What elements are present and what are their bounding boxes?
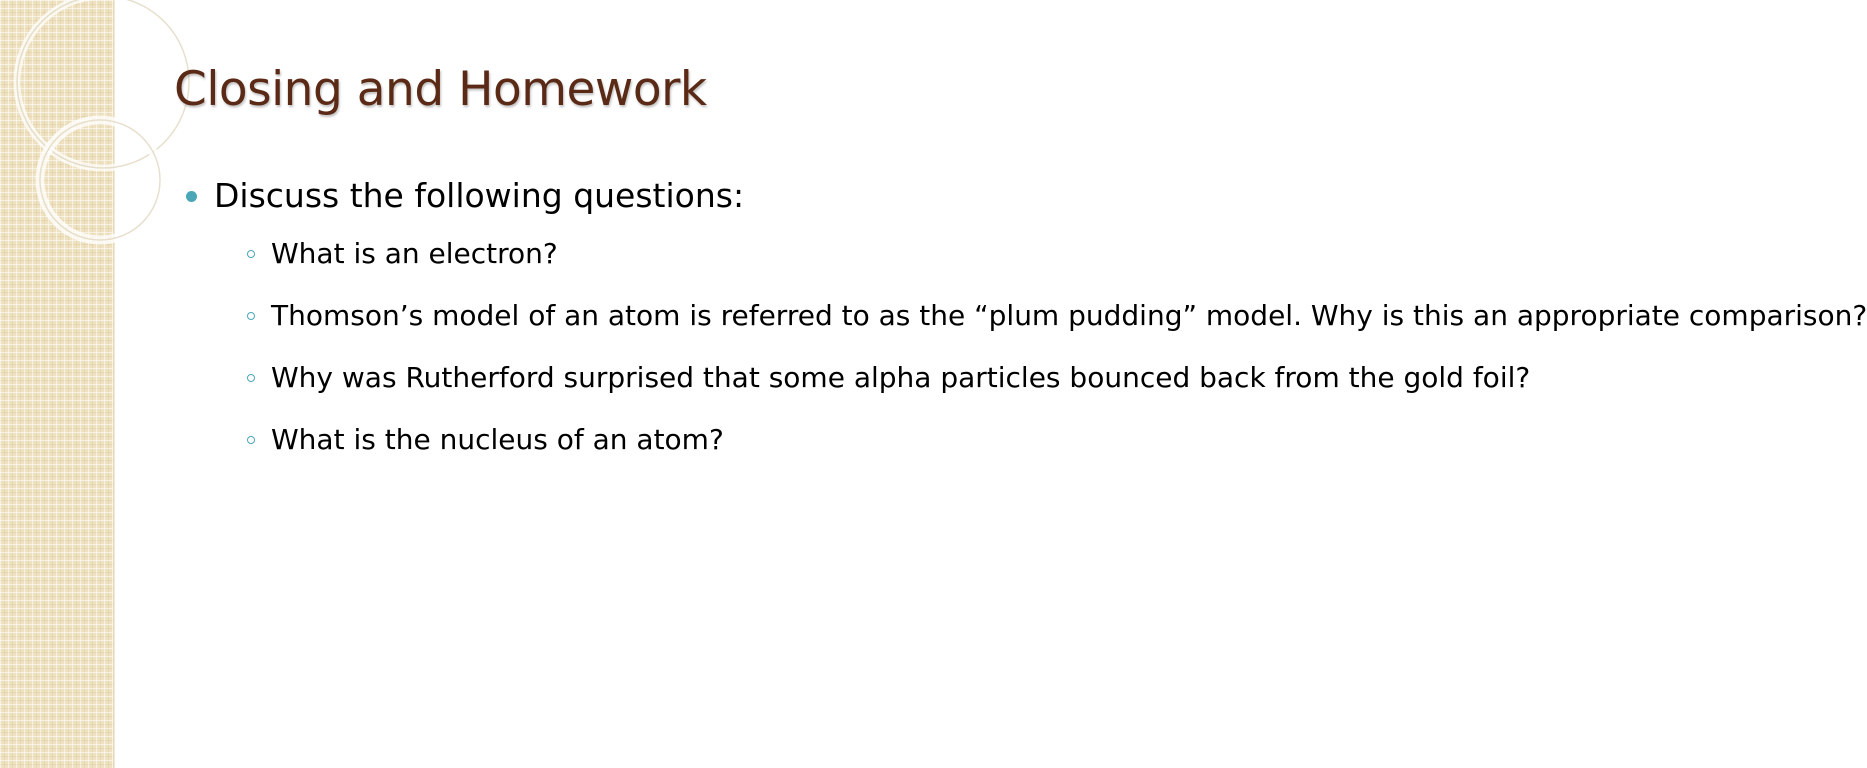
bullet-ring-icon: [247, 436, 255, 444]
sub-bullet-text: What is an electron?: [271, 237, 558, 270]
bullet-list: [186, 172, 1867, 478]
sub-bullet-item: [214, 416, 1031, 464]
decorative-rings: [0, 0, 200, 260]
sub-bullet-text: Thomson’s model of an atom is referred to as the “plum pudding” model. Why is this an appropriate comparison?: [271, 299, 1867, 332]
sub-bullet-item: [214, 354, 1531, 402]
sub-bullet-item: [214, 230, 1031, 278]
sub-bullet-text: Why was Rutherford surprised that some alpha particles bounced back from the gold foil?: [271, 361, 1531, 394]
slide-title: Closing and Homework: [174, 62, 707, 117]
bullet-ring-icon: [247, 374, 255, 382]
sub-bullet-list: [214, 230, 1867, 464]
bullet-ring-icon: [247, 312, 255, 320]
bullet-dot-icon: [186, 191, 197, 202]
sub-bullet-text: What is the nucleus of an atom?: [271, 423, 724, 456]
sub-bullet-item: [214, 292, 1867, 340]
bullet-text: Discuss the following questions:: [214, 176, 745, 215]
bullet-ring-icon: [247, 250, 255, 258]
bullet-item: [186, 172, 1867, 464]
